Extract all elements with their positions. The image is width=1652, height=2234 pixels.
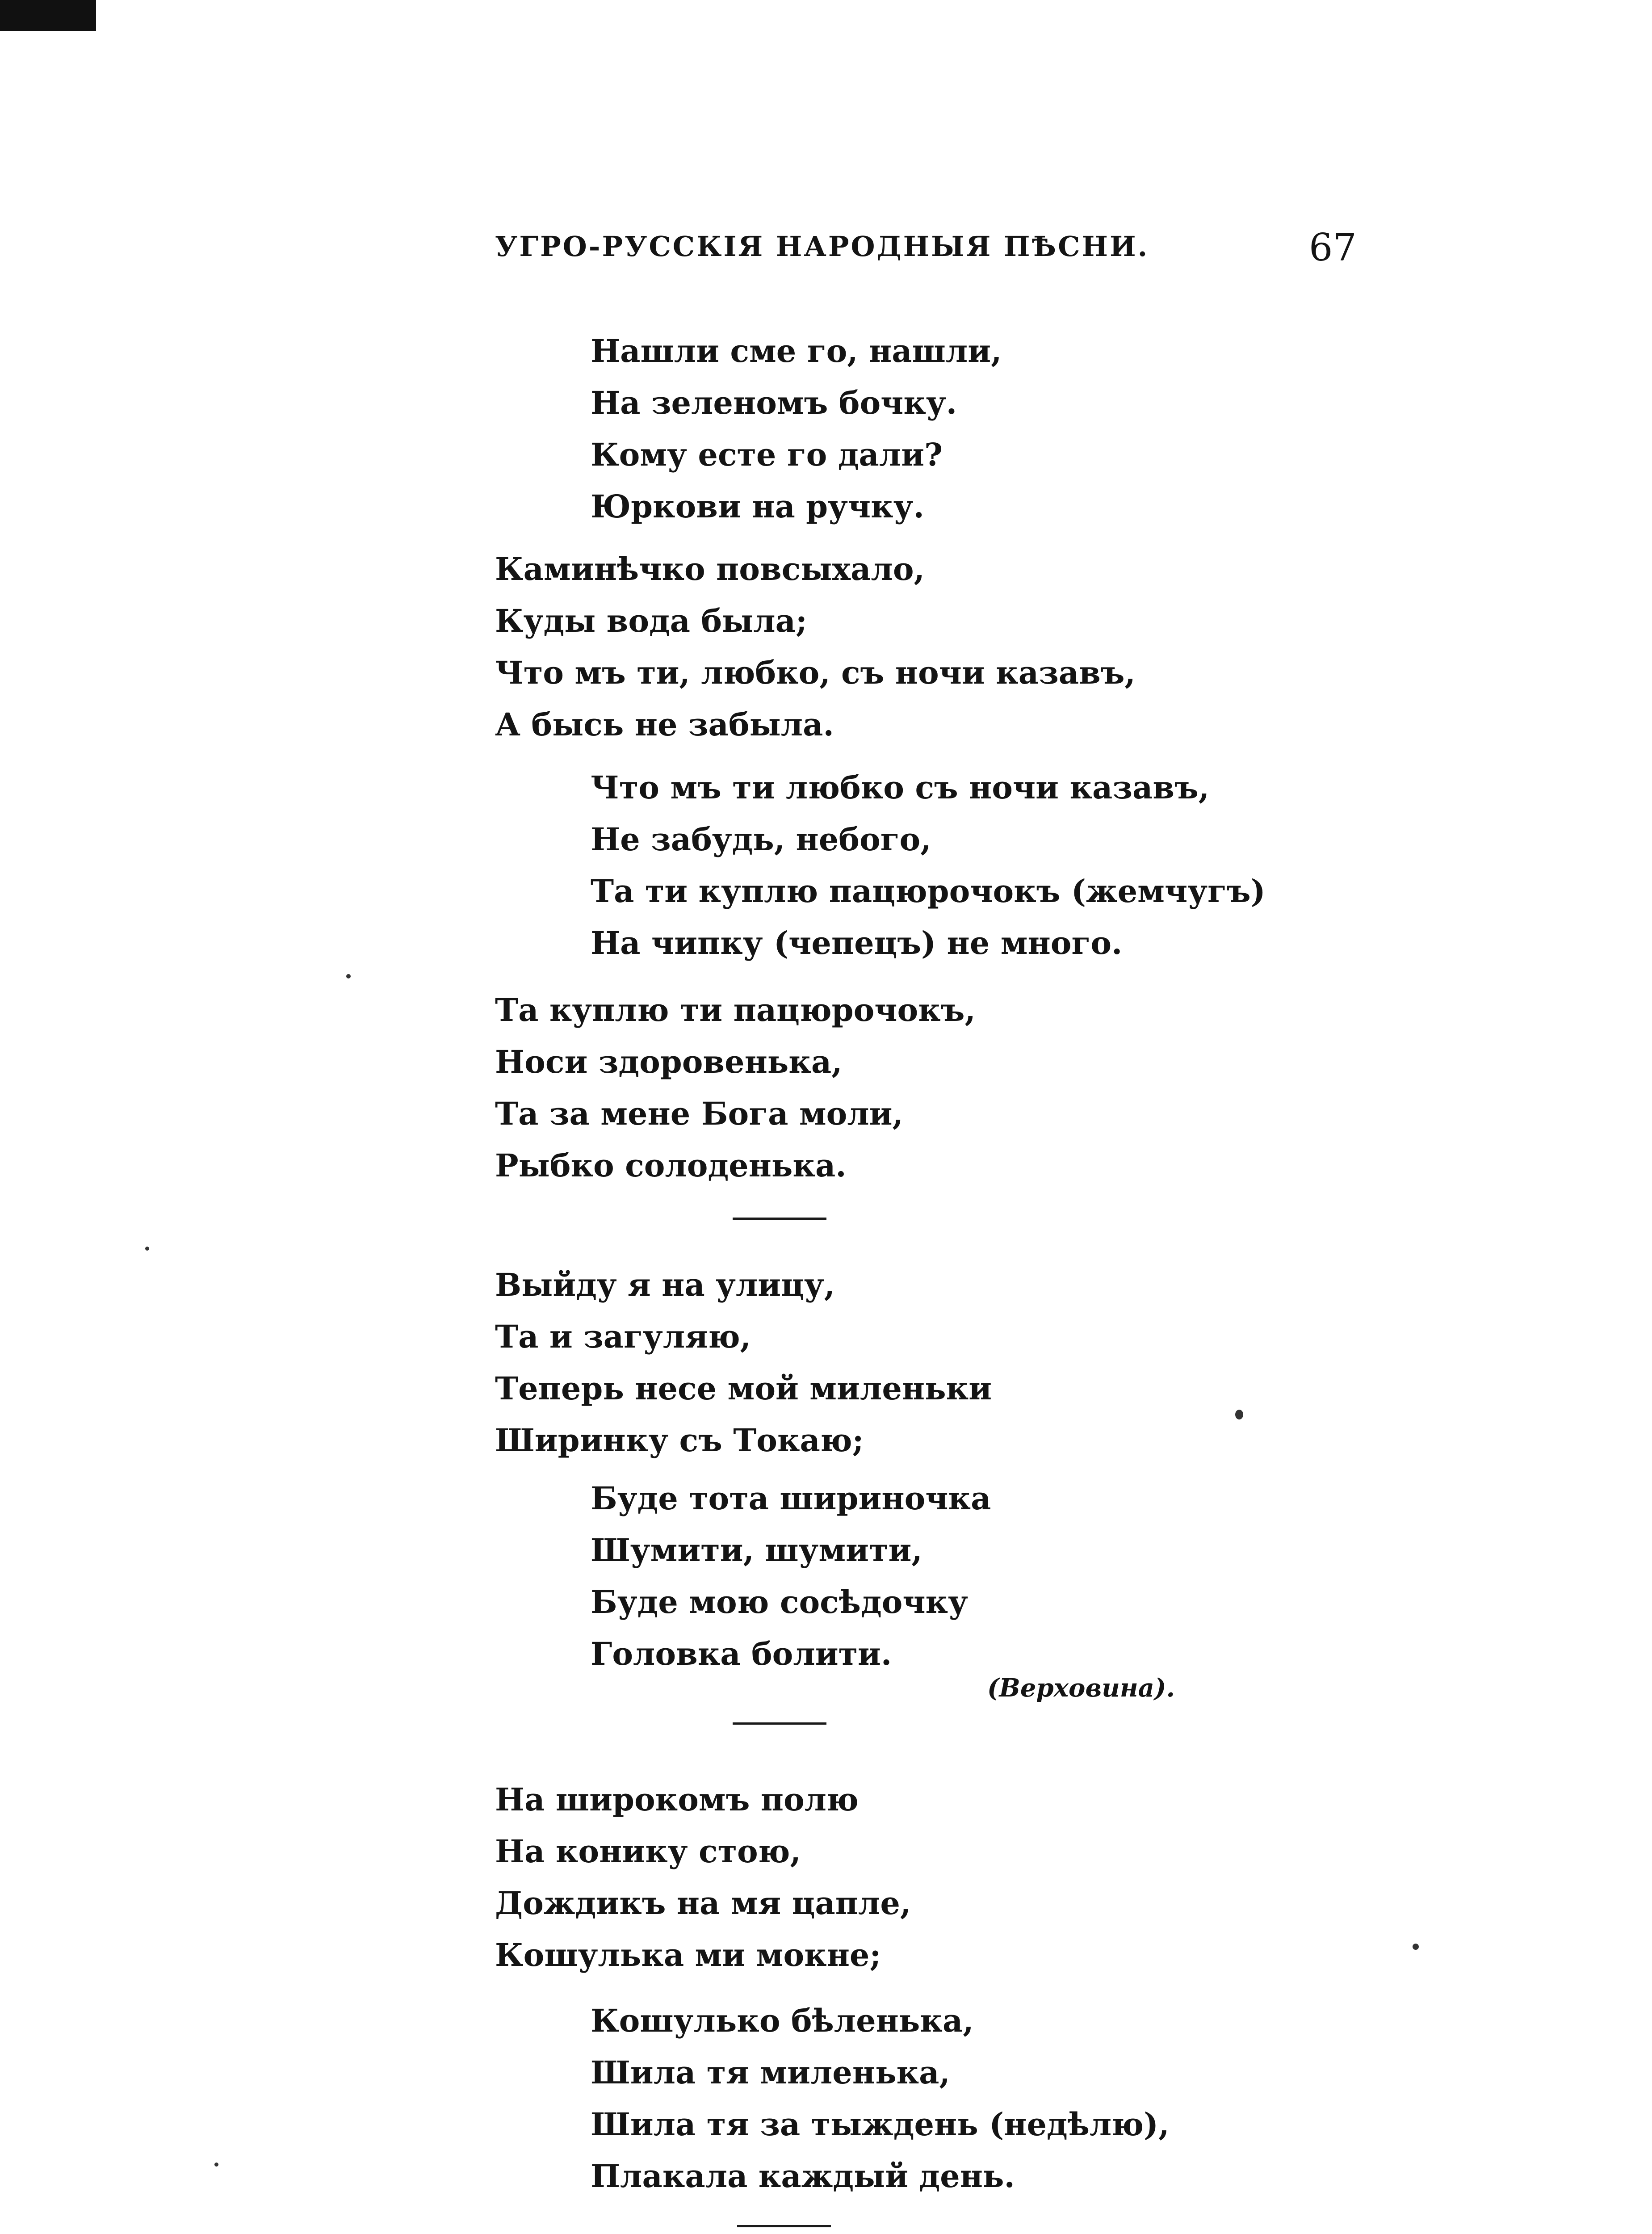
- verse-line: Буде тота шириночка: [591, 1480, 991, 1517]
- stanza: [495, 543, 1136, 751]
- verse-line: Та и загуляю,: [495, 1318, 751, 1355]
- verse-line: Ширинку съ Токаю;: [495, 1422, 864, 1459]
- section-divider: [737, 2225, 831, 2227]
- verse-line: Та за мене Бога моли,: [495, 1095, 903, 1132]
- verse-line: Плакала каждый день.: [591, 2158, 1015, 2195]
- verse-line: Носи здоровенька,: [495, 1043, 843, 1080]
- verse-line: Шила тя за тыждень (недѣлю),: [591, 2106, 1170, 2143]
- page-number: 67: [1309, 226, 1357, 269]
- stanza: [591, 1473, 991, 1680]
- scan-speck: [1413, 1944, 1419, 1950]
- verse-line: Выйду я на улицу,: [495, 1266, 835, 1303]
- stanza: [591, 762, 1266, 969]
- verse-line: На чипку (чепецъ) не много.: [591, 924, 1123, 962]
- running-title: УГРО-РУССКІЯ НАРОДНЫЯ ПѢСНИ.: [495, 230, 1149, 263]
- stanza: [591, 1995, 1170, 2202]
- stanza: [591, 325, 1002, 533]
- verse-line: Дождикъ на мя цапле,: [495, 1885, 911, 1922]
- scan-speck: [145, 1247, 149, 1251]
- verse-line: Та куплю ти пацюрочокъ,: [495, 991, 976, 1029]
- scan-speck: [214, 2163, 218, 2167]
- verse-line: Та ти куплю пацюрочокъ (жемчугъ): [591, 873, 1266, 910]
- verse-line: Юркови на ручку.: [591, 488, 924, 525]
- verse-line: Нашли сме го, нашли,: [591, 332, 1002, 370]
- verse-line: Рыбко солоденька.: [495, 1147, 847, 1184]
- scan-speck: [346, 974, 351, 978]
- verse-line: На зеленомъ бочку.: [591, 384, 957, 421]
- verse-line: Не забудь, небого,: [591, 821, 931, 858]
- verse-line: Теперь несе мой миленьки: [495, 1370, 992, 1407]
- verse-line: Шила тя миленька,: [591, 2054, 950, 2091]
- section-divider: [733, 1722, 826, 1725]
- verse-line: Буде мою сосѣдочку: [591, 1583, 968, 1621]
- verse-line: Кому есте го дали?: [591, 436, 943, 473]
- verse-line: Шумити, шумити,: [591, 1532, 922, 1569]
- verse-line: Головка болити.: [591, 1635, 892, 1672]
- verse-line: Каминѣчко повсыхало,: [495, 550, 925, 588]
- verse-line: А бысь не забыла.: [495, 706, 834, 743]
- verse-line: Кошулька ми мокне;: [495, 1936, 881, 1974]
- verse-line: Куды вода была;: [495, 602, 807, 639]
- verse-line: На конику стою,: [495, 1833, 801, 1870]
- stanza: [495, 1774, 911, 1981]
- poem-attribution: (Верховина).: [987, 1673, 1175, 1703]
- verse-line: Кошулько бѣленька,: [591, 2002, 974, 2039]
- scan-speck: [1235, 1410, 1243, 1419]
- stanza: [495, 984, 976, 1192]
- verse-line: Что мъ ти, любко, съ ночи казавъ,: [495, 654, 1136, 691]
- section-divider: [733, 1218, 826, 1220]
- verse-line: Что мъ ти любко съ ночи казавъ,: [591, 769, 1210, 806]
- scan-ink-blot: [0, 0, 96, 31]
- stanza: [495, 1259, 992, 1466]
- verse-line: На широкомъ полю: [495, 1781, 859, 1818]
